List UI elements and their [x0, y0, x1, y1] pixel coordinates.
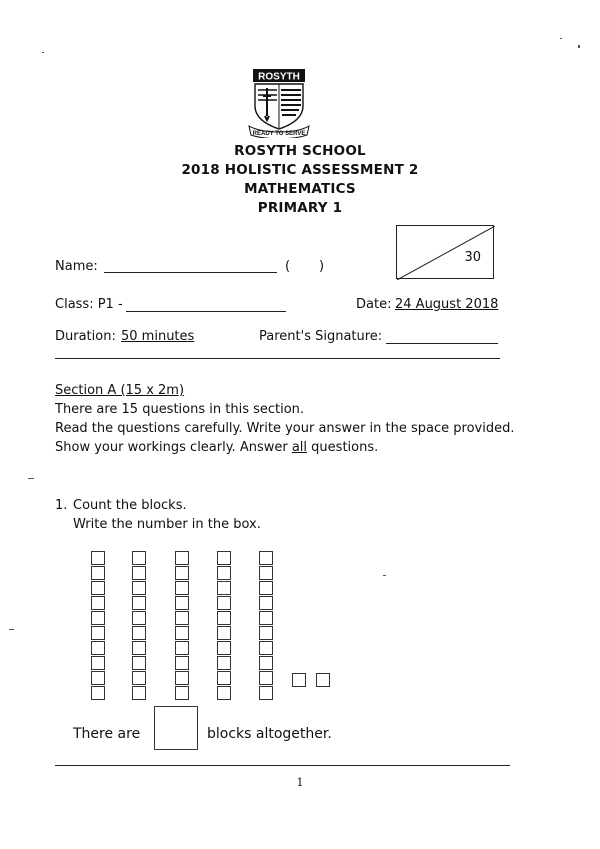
total-marks: 30 — [464, 250, 481, 265]
scan-speck — [578, 45, 580, 48]
header-divider — [55, 358, 500, 359]
section-instruction-1: There are 15 questions in this section. — [55, 402, 305, 417]
unit-cube — [91, 551, 105, 565]
unit-cube — [175, 551, 189, 565]
duration-label: Duration: — [55, 329, 116, 344]
emphasis-all: all — [291, 440, 308, 455]
unit-cube — [91, 566, 105, 580]
unit-cube — [217, 581, 231, 595]
footer-divider — [55, 765, 510, 766]
unit-cube — [91, 596, 105, 610]
unit-cube — [132, 641, 146, 655]
unit-cube — [259, 656, 273, 670]
unit-cube — [217, 641, 231, 655]
unit-cube — [217, 686, 231, 700]
signature-field[interactable] — [386, 343, 498, 344]
scan-speck — [42, 52, 44, 53]
date-value: 24 August 2018 — [395, 297, 499, 312]
unit-cube — [217, 551, 231, 565]
unit-cube — [175, 641, 189, 655]
unit-cube — [175, 596, 189, 610]
unit-cube — [175, 671, 189, 685]
unit-cube — [91, 656, 105, 670]
assessment-title: 2018 HOLISTIC ASSESSMENT 2 — [181, 162, 419, 178]
unit-cube — [132, 656, 146, 670]
answer-suffix: blocks altogether. — [207, 726, 332, 742]
unit-cube — [259, 641, 273, 655]
svg-text:READY TO SERVE: READY TO SERVE — [252, 131, 306, 137]
name-label: Name: — [55, 259, 98, 274]
scan-speck — [9, 629, 14, 630]
unit-cube — [217, 611, 231, 625]
score-box — [396, 225, 494, 279]
section-instruction-2: Read the questions carefully. Write your answer in the space provided. — [55, 421, 515, 436]
answer-box[interactable] — [154, 706, 198, 750]
unit-cube — [132, 551, 146, 565]
question-text-1: Count the blocks. — [73, 498, 187, 513]
loose-cube — [316, 673, 330, 687]
unit-cube — [175, 626, 189, 640]
unit-cube — [91, 641, 105, 655]
scan-speck — [560, 38, 562, 39]
unit-cube — [217, 566, 231, 580]
ten-rod — [217, 551, 231, 701]
unit-cube — [91, 581, 105, 595]
unit-cube — [217, 656, 231, 670]
unit-cube — [217, 596, 231, 610]
answer-prefix: There are — [73, 726, 141, 742]
unit-cube — [132, 596, 146, 610]
class-label: Class: P1 - — [55, 297, 123, 312]
unit-cube — [259, 566, 273, 580]
unit-cube — [259, 671, 273, 685]
unit-cube — [132, 581, 146, 595]
unit-cube — [132, 626, 146, 640]
unit-cube — [132, 671, 146, 685]
unit-cube — [259, 611, 273, 625]
unit-cube — [91, 686, 105, 700]
level-title: PRIMARY 1 — [257, 200, 343, 216]
unit-cube — [259, 551, 273, 565]
unit-cube — [259, 626, 273, 640]
signature-label: Parent's Signature: — [259, 329, 383, 344]
unit-cube — [217, 671, 231, 685]
unit-cube — [175, 686, 189, 700]
school-name: ROSYTH SCHOOL — [234, 143, 366, 159]
page-number: 1 — [296, 776, 304, 789]
school-logo — [247, 68, 311, 138]
scan-speck — [383, 575, 386, 576]
unit-cube — [132, 611, 146, 625]
unit-cube — [175, 581, 189, 595]
question-text-2: Write the number in the box. — [73, 517, 261, 532]
unit-cube — [175, 566, 189, 580]
subject-title: MATHEMATICS — [244, 181, 356, 197]
unit-cube — [217, 626, 231, 640]
unit-cube — [259, 596, 273, 610]
loose-cube — [292, 673, 306, 687]
crest-icon — [247, 68, 311, 138]
date-label: Date: — [356, 297, 392, 312]
section-instruction-3: Show your workings clearly. Answer all questions. — [55, 440, 379, 455]
unit-cube — [175, 656, 189, 670]
ten-rod — [132, 551, 146, 701]
question-number: 1. — [55, 498, 68, 513]
unit-cube — [259, 686, 273, 700]
class-field[interactable] — [126, 311, 286, 312]
ten-rod — [175, 551, 189, 701]
name-field[interactable] — [104, 272, 277, 273]
ten-rod — [259, 551, 273, 701]
ten-rod — [91, 551, 105, 701]
unit-cube — [175, 611, 189, 625]
svg-text:ROSYTH: ROSYTH — [258, 71, 300, 83]
section-title: Section A (15 x 2m) — [55, 383, 185, 398]
duration-value: 50 minutes — [121, 329, 195, 344]
unit-cube — [91, 611, 105, 625]
unit-cube — [91, 671, 105, 685]
unit-cube — [259, 581, 273, 595]
unit-cube — [132, 566, 146, 580]
scan-speck — [28, 478, 34, 479]
unit-cube — [132, 686, 146, 700]
unit-cube — [91, 626, 105, 640]
register-number-field[interactable]: ( ) — [285, 259, 325, 274]
